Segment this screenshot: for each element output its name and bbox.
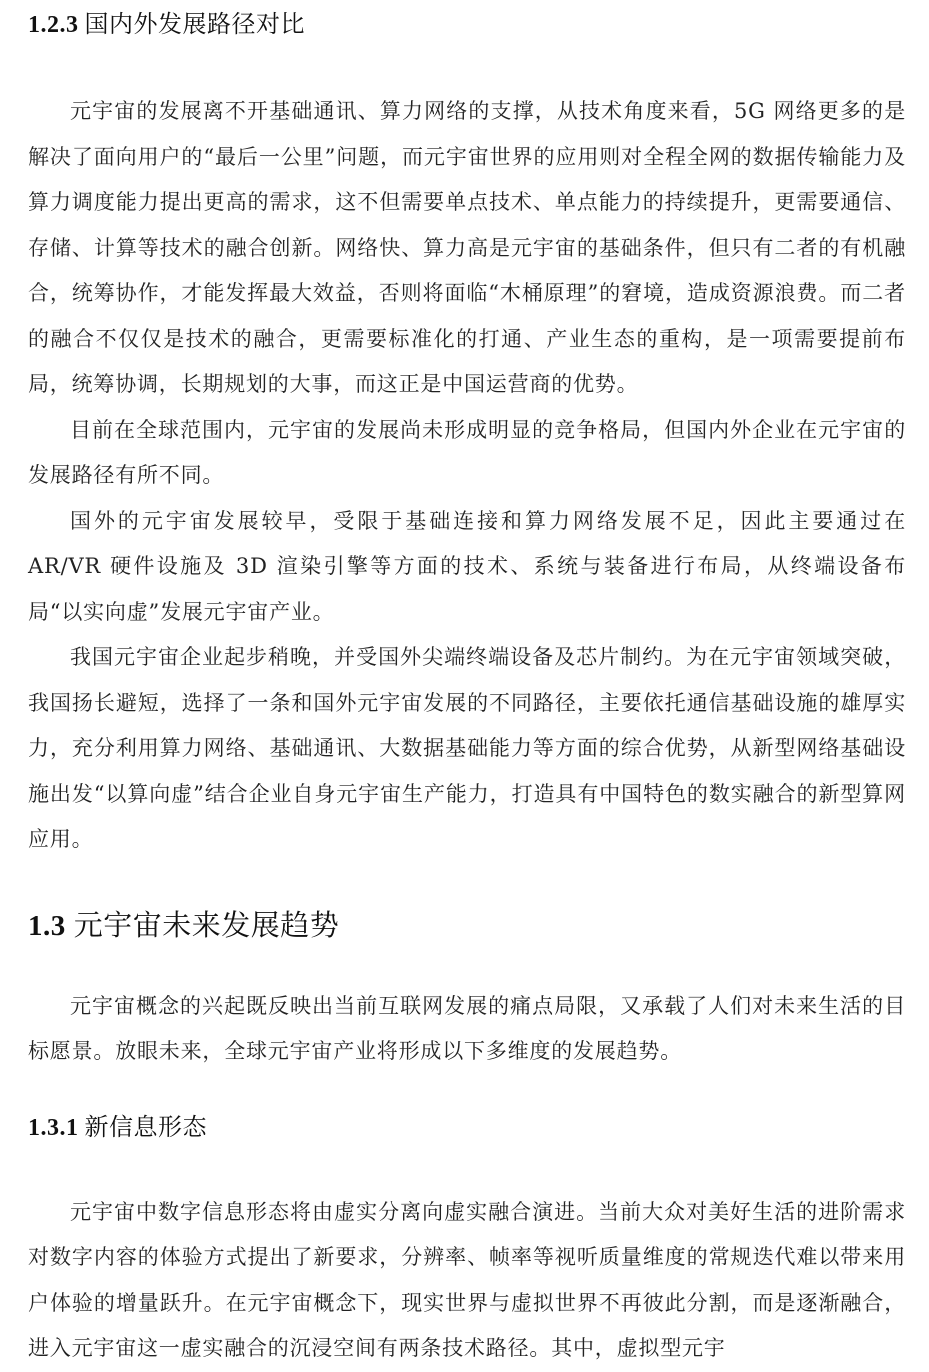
document-page	[28, 0, 906, 1372]
paragraph: 元宇宙的发展离不开基础通讯、算力网络的支撑，从技术角度来看，5G 网络更多的是解决了面向用户的“最后一公里”问题，而元宇宙世界的应用则对全程全网的数据传输能力及算力调度能力提出更高的需求，这不但需要单点技术、单点能力的持续提升，更需要通信、存储、计算等技术的融合创新。网络快、算力高是元宇宙的基础条件，但只有二者的有机融合，统筹协作，才能发挥最大效益，否则将面临“木桶原理”的窘境，造成资源浪费。而二者的融合不仅仅是技术的融合，更需要标准化的打通、产业生态的重构，是一项需要提前布局，统筹协调，长期规划的大事，而这正是中国运营商的优势。	[28, 99, 906, 396]
paragraph: 元宇宙概念的兴起既反映出当前互联网发展的痛点局限，又承载了人们对未来生活的目标愿景。放眼未来，全球元宇宙产业将形成以下多维度的发展趋势。	[28, 993, 906, 1063]
section-heading-1-3-1	[28, 1103, 906, 1152]
section-heading-1-3	[28, 897, 906, 954]
section-number: 1.3.1	[28, 1114, 79, 1141]
section-title: 新信息形态	[84, 1112, 207, 1141]
paragraph: 目前在全球范围内，元宇宙的发展尚未形成明显的竞争格局，但国内外企业在元宇宙的发展路径有所不同。	[28, 417, 906, 487]
section-number: 1.3	[28, 909, 66, 942]
section-number: 1.2.3	[28, 12, 79, 38]
paragraph: 元宇宙中数字信息形态将由虚实分离向虚实融合演进。当前大众对美好生活的进阶需求对数字内容的体验方式提出了新要求，分辨率、帧率等视听质量维度的常规迭代难以带来用户体验的增量跃升。在元宇宙概念下，现实世界与虚拟世界不再彼此分割，而是逐渐融合，进入元宇宙这一虚实融合的沉浸空间有两条技术路径。其中，虚拟型元宇	[28, 1199, 906, 1360]
section-title: 元宇宙未来发展趋势	[73, 907, 340, 942]
section-heading-1-2-3	[28, 0, 906, 49]
paragraph: 我国元宇宙企业起步稍晚，并受国外尖端终端设备及芯片制约。为在元宇宙领域突破，我国扬长避短，选择了一条和国外元宇宙发展的不同路径，主要依托通信基础设施的雄厚实力，充分利用算力网络、基础通讯、大数据基础能力等方面的综合优势，从新型网络基础设施出发“以算向虚”结合企业自身元宇宙生产能力，打造具有中国特色的数实融合的新型算网应用。	[28, 645, 906, 851]
section-title: 国内外发展路径对比	[84, 10, 305, 38]
paragraph: 国外的元宇宙发展较早，受限于基础连接和算力网络发展不足，因此主要通过在 AR/VR 硬件设施及 3D 渲染引擎等方面的技术、系统与装备进行布局，从终端设备布局“以实向虚”发展元宇宙产业。	[28, 508, 906, 624]
